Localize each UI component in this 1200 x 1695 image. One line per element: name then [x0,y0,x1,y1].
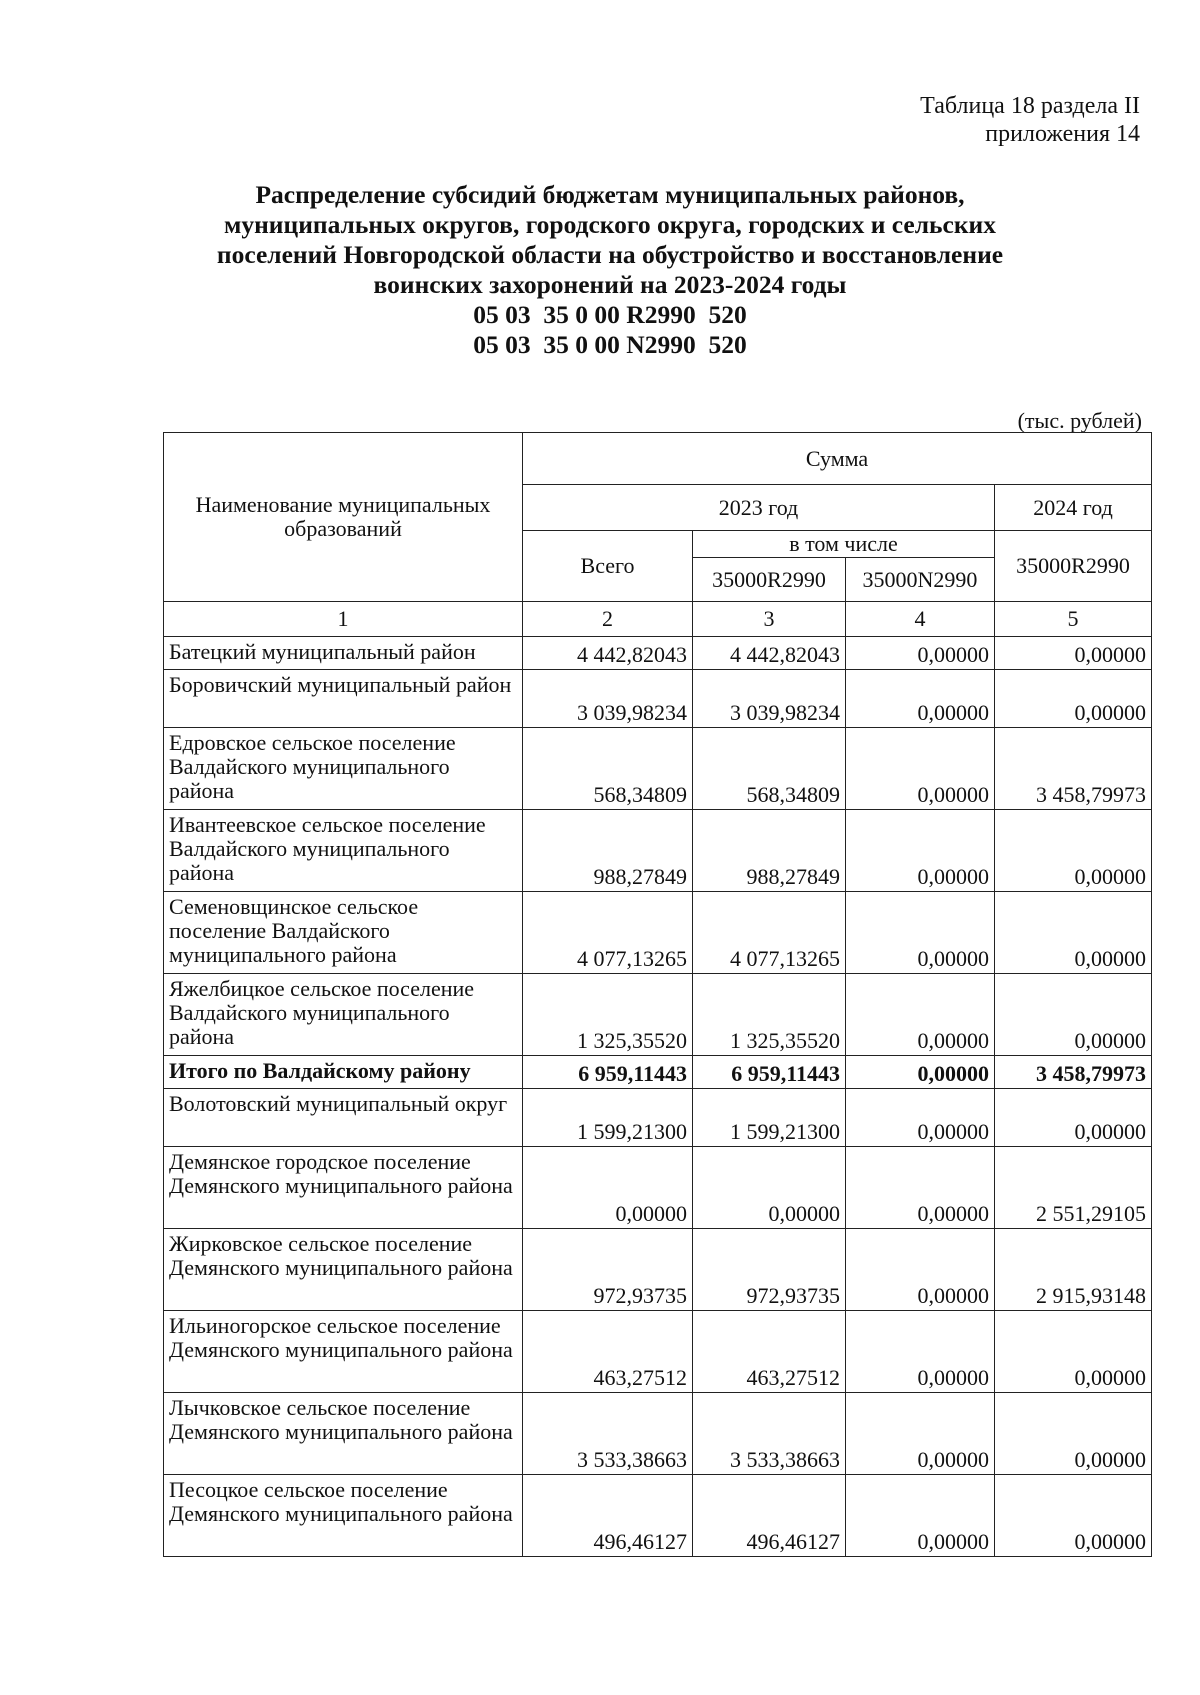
header-2023: 2023 год [523,485,995,531]
row-value-r2990-2023: 1 325,35520 [693,974,846,1056]
row-value-r2990-2023: 3 533,38663 [693,1393,846,1475]
row-value-n2990-2023: 0,00000 [846,637,995,670]
header-incl-split [693,558,994,601]
table-row [164,1089,1152,1147]
row-value-r2990-2023: 988,27849 [693,810,846,892]
header-r2990: 35000R2990 [693,558,846,601]
column-index-3: 3 [693,602,846,637]
table-reference-line-2: приложения 14 [985,121,1140,147]
header-incl-cell [693,531,995,602]
row-value-r2990-2024: 0,00000 [995,1089,1152,1147]
row-value-r2990-2024: 0,00000 [995,670,1152,728]
table-row [164,1229,1152,1311]
row-value-r2990-2023: 1 599,21300 [693,1089,846,1147]
row-name: Итого по Валдайскому району [164,1056,523,1089]
document-title [150,180,1070,360]
table-row [164,810,1152,892]
header-row-1 [164,433,1152,485]
row-value-r2990-2024: 0,00000 [995,1393,1152,1475]
title-line-3: поселений Новгородской области на обустройство и восстановление [216,240,1004,269]
row-value-total: 988,27849 [523,810,693,892]
row-value-r2990-2024: 3 458,79973 [995,1056,1152,1089]
budget-code-2: 05 03 35 0 00 N2990 520 [473,330,747,359]
row-value-total: 3 039,98234 [523,670,693,728]
table-row [164,670,1152,728]
row-name: Едровское сельское поселение Валдайского муниципального района [164,728,523,810]
row-value-total: 972,93735 [523,1229,693,1311]
row-value-r2990-2023: 463,27512 [693,1311,846,1393]
row-name: Ильиногорское сельское поселение Демянского муниципального района [164,1311,523,1393]
table-reference-line-1: Таблица 18 раздела II [920,93,1140,119]
header-r2990-2024: 35000R2990 [995,531,1152,602]
row-value-r2990-2023: 4 442,82043 [693,637,846,670]
table-row [164,1056,1152,1089]
row-value-total: 4 442,82043 [523,637,693,670]
row-value-r2990-2023: 972,93735 [693,1229,846,1311]
row-name: Жирковское сельское поселение Демянского муниципального района [164,1229,523,1311]
row-value-n2990-2023: 0,00000 [846,892,995,974]
row-name: Батецкий муниципальный район [164,637,523,670]
row-value-total: 3 533,38663 [523,1393,693,1475]
table-row [164,1311,1152,1393]
row-value-r2990-2024: 2 551,29105 [995,1147,1152,1229]
row-value-n2990-2023: 0,00000 [846,1229,995,1311]
row-value-r2990-2024: 0,00000 [995,637,1152,670]
row-value-r2990-2024: 3 458,79973 [995,728,1152,810]
row-value-n2990-2023: 0,00000 [846,1393,995,1475]
row-value-r2990-2023: 496,46127 [693,1475,846,1557]
row-value-n2990-2023: 0,00000 [846,1056,995,1089]
row-value-r2990-2024: 0,00000 [995,1311,1152,1393]
column-index-5: 5 [995,602,1152,637]
header-n2990: 35000N2990 [862,567,978,592]
column-index-4: 4 [846,602,995,637]
row-value-total: 1 599,21300 [523,1089,693,1147]
row-value-n2990-2023: 0,00000 [846,1089,995,1147]
row-value-total: 568,34809 [523,728,693,810]
row-value-r2990-2023: 4 077,13265 [693,892,846,974]
row-value-n2990-2023: 0,00000 [846,670,995,728]
title-line-1: Распределение субсидий бюджетам муниципальных районов, [255,180,965,209]
row-value-n2990-2023: 0,00000 [846,1147,995,1229]
unit-label: (тыс. рублей) [1017,408,1142,433]
table-row [164,1393,1152,1475]
table-row [164,637,1152,670]
header-total: Всего [523,531,693,602]
row-value-r2990-2023: 6 959,11443 [693,1056,846,1089]
column-index-1: 1 [164,602,523,637]
title-line-2: муниципальных округов, городского округа, городских и сельских [224,210,996,239]
row-value-total: 6 959,11443 [523,1056,693,1089]
table-row [164,728,1152,810]
row-name: Волотовский муниципальный округ [164,1089,523,1147]
row-value-total: 1 325,35520 [523,974,693,1056]
row-name: Ивантеевское сельское поселение Валдайского муниципального района [164,810,523,892]
row-value-r2990-2024: 0,00000 [995,974,1152,1056]
row-value-r2990-2024: 0,00000 [995,892,1152,974]
budget-code-1: 05 03 35 0 00 R2990 520 [473,300,747,329]
subsidy-table [163,432,1152,1557]
table-row [164,1147,1152,1229]
row-value-n2990-2023: 0,00000 [846,1475,995,1557]
row-value-n2990-2023: 0,00000 [846,728,995,810]
row-value-r2990-2023: 3 039,98234 [693,670,846,728]
row-name: Семеновщинское сельское поселение Валдайского муниципального района [164,892,523,974]
row-value-r2990-2024: 0,00000 [995,810,1152,892]
header-2024: 2024 год [995,485,1152,531]
row-value-n2990-2023: 0,00000 [846,1311,995,1393]
row-value-total: 496,46127 [523,1475,693,1557]
table-reference [920,92,1140,148]
row-value-total: 463,27512 [523,1311,693,1393]
row-value-r2990-2023: 0,00000 [693,1147,846,1229]
row-value-n2990-2023: 0,00000 [846,810,995,892]
table-row [164,974,1152,1056]
row-value-total: 4 077,13265 [523,892,693,974]
column-index-2: 2 [523,602,693,637]
row-name: Яжелбицкое сельское поселение Валдайского муниципального района [164,974,523,1056]
table-row [164,892,1152,974]
column-index-row [164,602,1152,637]
row-value-n2990-2023: 0,00000 [846,974,995,1056]
title-line-4: воинских захоронений на 2023-2024 годы [373,270,847,299]
row-name: Демянское городское поселение Демянского муниципального района [164,1147,523,1229]
header-sum: Сумма [523,433,1152,485]
row-value-total: 0,00000 [523,1147,693,1229]
row-value-r2990-2024: 0,00000 [995,1475,1152,1557]
row-name: Лычковское сельское поселение Демянского муниципального района [164,1393,523,1475]
row-value-r2990-2023: 568,34809 [693,728,846,810]
header-name: Наименование муниципальных образований [164,433,523,602]
table-row [164,1475,1152,1557]
row-name: Боровичский муниципальный район [164,670,523,728]
row-name: Песоцкое сельское поселение Демянского муниципального района [164,1475,523,1557]
row-value-r2990-2024: 2 915,93148 [995,1229,1152,1311]
header-incl: в том числе [693,531,994,558]
